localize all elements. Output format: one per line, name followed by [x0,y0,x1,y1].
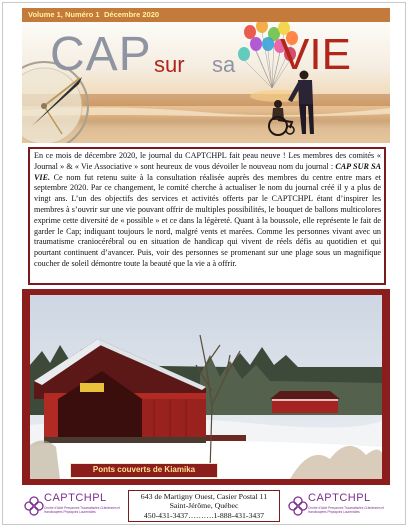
covered-bridge-photo [30,295,382,479]
balloon-string [256,50,272,88]
issue-date: Décembre 2020 [104,10,160,19]
title-cap: CAP [50,28,152,81]
captchpl-logo-right [288,491,386,523]
captchpl-logo-left [24,491,122,523]
logo-name: CAPTCHPL [308,492,371,504]
phone-line: 450-431-3437……….1-888-431-3437 [143,510,265,520]
article-paragraph [34,151,381,270]
balloon [250,37,262,51]
balloon [238,47,250,61]
editorial-article [28,147,386,285]
covered-bridge-illustration [30,295,382,479]
balloon [256,22,268,33]
photo-frame [22,289,390,485]
title-sa: sa [212,52,236,77]
logo-name: CAPTCHPL [44,492,107,504]
masthead-banner [22,22,390,143]
article-text-intro: En ce mois de décembre 2020, le journal du CAPTCHPL fait peau neuve ! Les membres des comités « Journal » & « Vie Associative » sont heureux de vous dévoiler le nouveau nom du journal : [34,151,381,171]
address-line-1: 643 de Martigny Ouest, Casier Postal 11 [140,492,268,501]
logo-subtitle: Centre d'Aide Personnes Traumatisées Crâniennes et Handicapées Physiques Laurentides [44,506,121,514]
balloon [262,37,274,51]
issue-bar [22,8,390,23]
flower-logo-icon [24,493,44,519]
flower-logo-icon [288,493,308,519]
title-sur: sur [154,52,185,77]
address-box [128,490,280,522]
logo-subtitle: Centre d'Aide Personnes Traumatisées Crâniennes et Handicapées Physiques Laurentides [308,506,385,514]
balloon [244,25,256,39]
photo-caption: Ponts couverts de Kiamika [70,463,218,478]
issue-volume: Volume 1, Numéro 1 [28,10,100,19]
title-vie: VIE [280,30,351,79]
article-text-body: Ce nom fut retenu suite à la consultation réalisée auprès des membres du centre entre mars et septembre 2020. Par ce changement, le comité cherche à actualiser le nom du journal créé il y a plus de vingt ans. L’un des objectifs des services et activités offerts par le CAPTCHPL étant d’inspirer les membres à s’ouvrir sur une vie pouvant offrir de multiples possibilités, le bouquet de ballons multicolores exprime cette diversité de « possible » et ce dans la légèreté. Quant à la boussole, elle représente le fait de garder le Cap; indiquant toujours le nord, malgré vents et marées. Comme les personnes vivant avec un traumatisme craniocérébral ou en situation de handicap qui vivent de réels défis au quotidien et qui pourtant continuent d’avancer. Puis, voir des personnes se promenant sur une plage sous un magnifique coucher de soleil démontre toute la beauté que la vie a à offrir. [34,172,381,268]
address-line-2: Saint-Jérôme, Québec [169,501,239,511]
far-bridge [270,391,340,413]
journal-name-highlight: CAP SUR SA VIE. [34,161,382,182]
